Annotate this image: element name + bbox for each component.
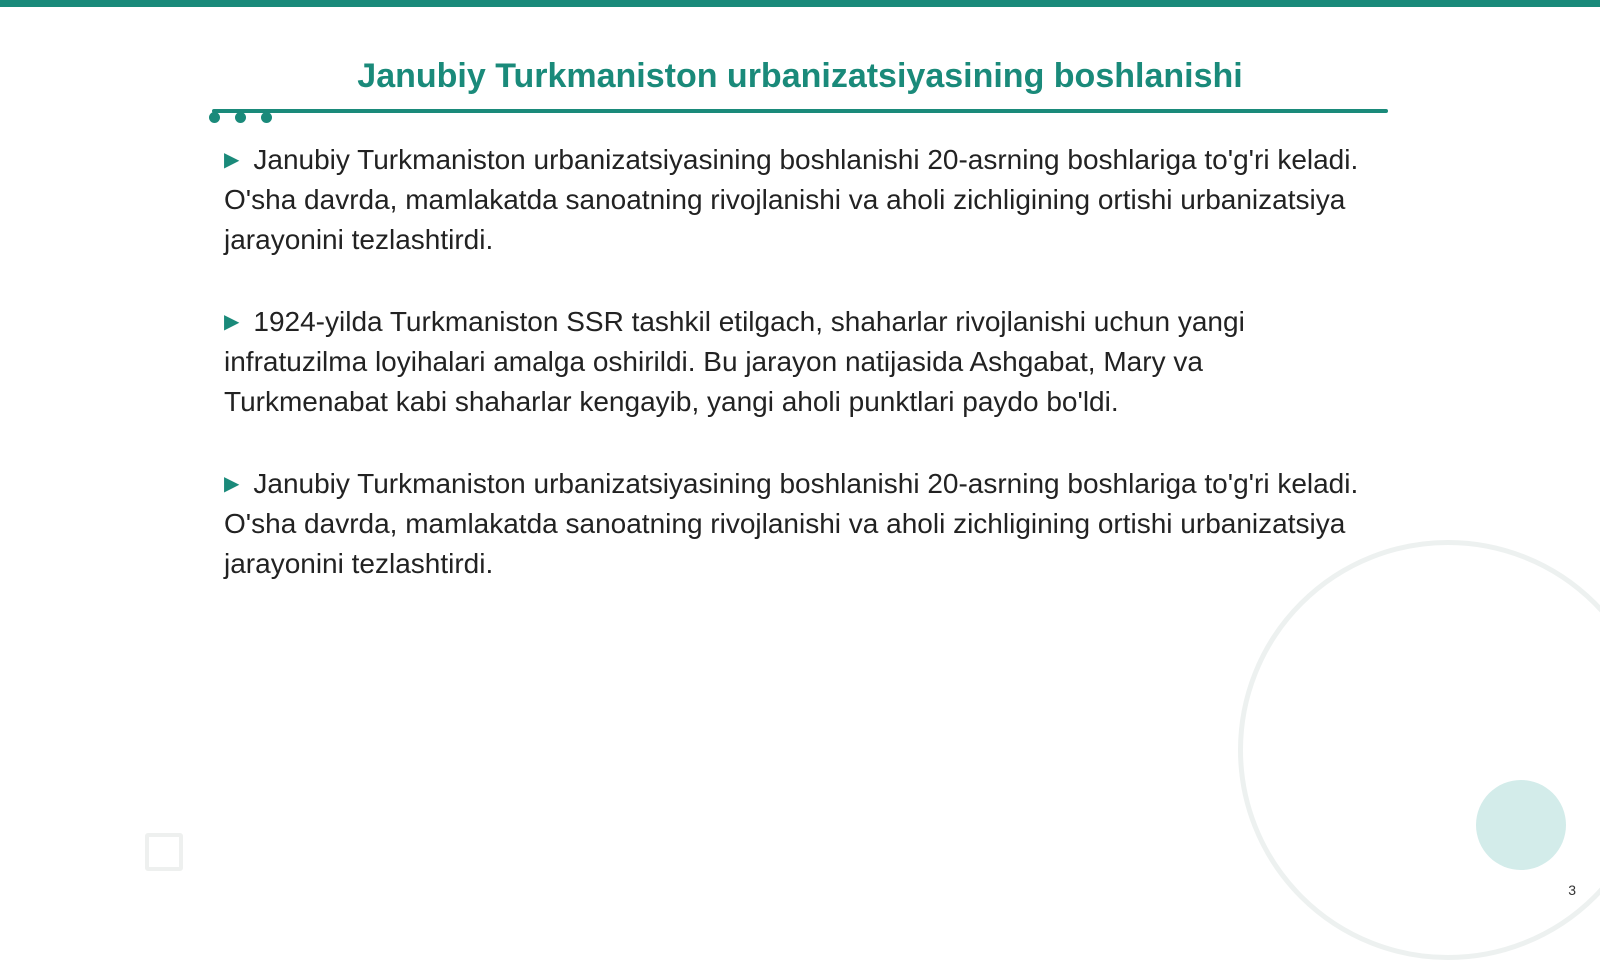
bullet-paragraph-2 [224,302,1374,422]
bullet-paragraph-3 [224,464,1374,584]
triangle-right-icon: ▶ [224,473,240,495]
decorative-dot [261,112,272,123]
title-underline [212,109,1388,113]
bullet-paragraph-1 [224,140,1374,260]
triangle-right-icon: ▶ [224,311,240,333]
triangle-right-icon: ▶ [224,149,240,171]
decorative-circle [1476,780,1566,870]
top-accent-bar [0,0,1600,7]
slide-body [224,140,1374,626]
decorative-dot [235,112,246,123]
paragraph-text: Janubiy Turkmaniston urbanizatsiyasining boshlanishi 20-asrning boshlariga to'g'ri keladi. O'sha davrda, mamlakatda sanoatning rivojlanishi va aholi zichligining ortishi urbanizatsiya jarayonini tezlashtirdi. [224,468,1359,579]
page-number: 3 [1568,882,1576,898]
decorative-square [145,833,183,871]
paragraph-text: 1924-yilda Turkmaniston SSR tashkil etilgach, shaharlar rivojlanishi uchun yangi infratuzilma loyihalari amalga oshirildi. Bu jarayon natijasida Ashgabat, Mary va Turkmenabat kabi shaharlar kengayib, yangi aholi punktlari paydo bo'ldi. [224,306,1245,417]
paragraph-text: Janubiy Turkmaniston urbanizatsiyasining boshlanishi 20-asrning boshlariga to'g'ri keladi. O'sha davrda, mamlakatda sanoatning rivojlanishi va aholi zichligining ortishi urbanizatsiya jarayonini tezlashtirdi. [224,144,1359,255]
slide-title: Janubiy Turkmaniston urbanizatsiyasining boshlanishi [357,57,1243,95]
decorative-dot [209,112,220,123]
